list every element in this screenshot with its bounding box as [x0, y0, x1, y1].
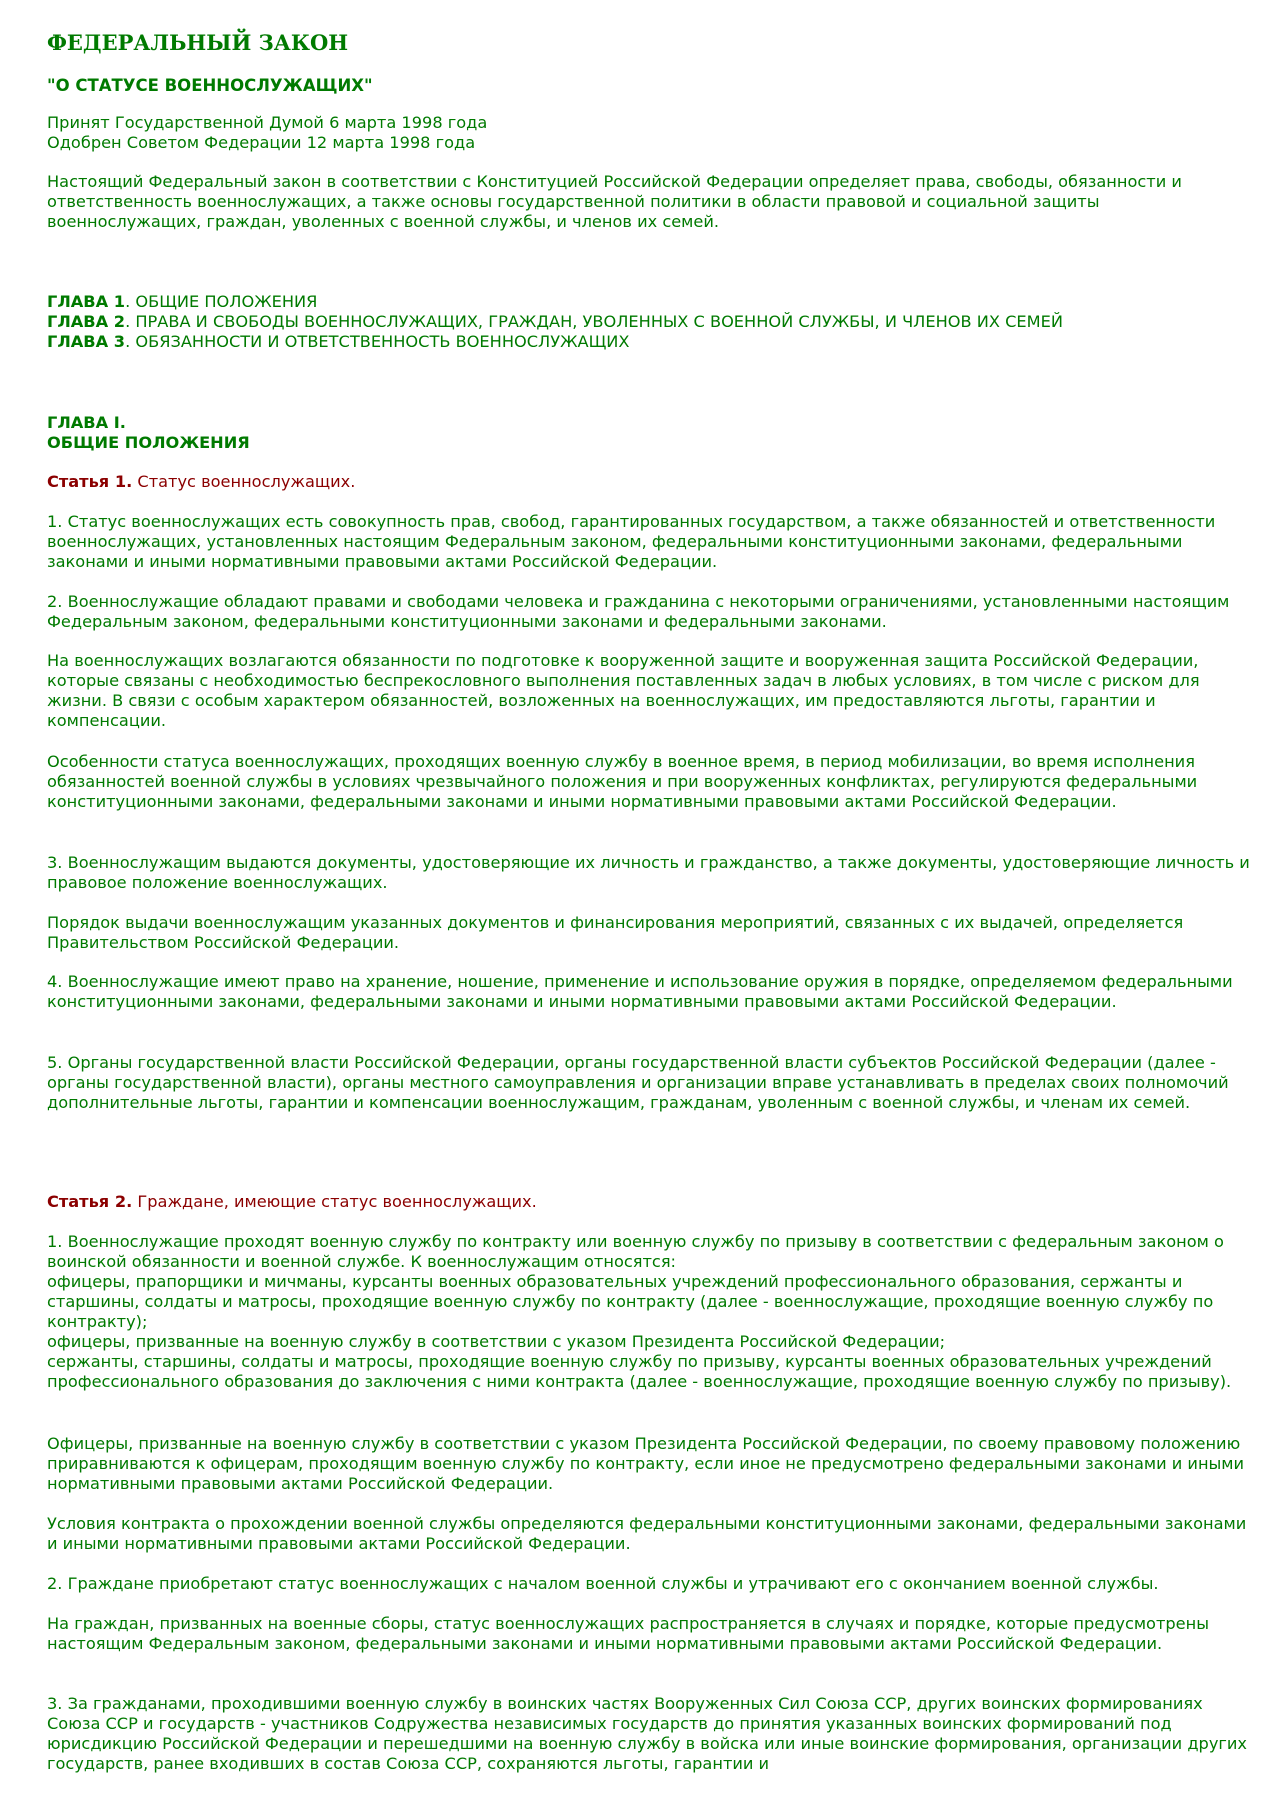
article-paragraph: 2. Граждане приобретают статус военнослужащих с началом военной службы и утрачивают его с окончанием военной службы.: [47, 1574, 1159, 1593]
article-paragraph: На военнослужащих возлагаются обязанности по подготовке к вооруженной защите и вооруженная защита Российской Федерации, которые связаны с необходимостью беспрекословного выполнения поставленных задач в любых условиях, в том числе с риском для жизни. В связи с особым характером обязанностей, возложенных на военнослужащих, им предоставляются льготы, гарантии и компенсации.: [47, 651, 1200, 730]
article-paragraph: На граждан, призванных на военные сборы, статус военнослужащих распространяется в случаях и порядке, которые предусмотрены настоящим Федеральным законом, федеральными законами и иными нормативными правовыми актами Российской Федерации.: [47, 1614, 1209, 1653]
article-paragraph: 3. Военнослужащим выдаются документы, удостоверяющие их личность и гражданство, а также документы, удостоверяющие личность и правовое положение военнослужащих.: [47, 853, 1250, 892]
document-title: ФЕДЕРАЛЬНЫЙ ЗАКОН: [47, 30, 349, 55]
article-title: Граждане, имеющие статус военнослужащих.: [132, 1192, 537, 1211]
chapter-heading: [47, 413, 1257, 453]
article-paragraph: Порядок выдачи военнослужащим указанных документов и финансирования мероприятий, связанных с их выдачей, определяется Правительством Российской Федерации.: [47, 913, 1184, 952]
article-paragraph: 4. Военнослужащие имеют право на хранение, ношение, применение и использование оружия в порядке, определяемом федеральными конституционными законами, федеральными законами и иными нормативными правовыми актами Российской Федерации.: [47, 972, 1233, 1011]
toc-label: ГЛАВА 2: [47, 312, 126, 331]
article-2-clause-1: [47, 1232, 1257, 1392]
clause-line: офицеры, призванные на военную службу в соответствии с указом Президента Российской Федерации;: [47, 1332, 946, 1351]
article-paragraph: 2. Военнослужащие обладают правами и свободами человека и гражданина с некоторыми ограничениями, установленными настоящим Федеральным законом, федеральными конституционными законами и федеральными законами.: [47, 592, 1230, 631]
article-paragraph: Офицеры, призванные на военную службу в соответствии с указом Президента Российской Федерации, по своему правовому положению приравниваются к офицерам, проходящим военную службу по контракту, если иное не предусмотрено федеральными законами и иными нормативными правовыми актами Российской Федерации.: [47, 1434, 1245, 1493]
toc-text: . ОБЩИЕ ПОЛОЖЕНИЯ: [125, 292, 318, 311]
clause-line: 1. Военнослужащие проходят военную службу по контракту или военную службу по призыву в соответствии с федеральным законом о воинской обязанности и военной службе. К военнослужащим относятся:: [47, 1232, 1224, 1271]
clause-line: сержанты, старшины, солдаты и матросы, проходящие военную службу по призыву, курсанты военных образовательных учреждений профессионального образования до заключения с ними контракта (далее - военнослужащие, проходящие военную службу по призыву).: [47, 1352, 1232, 1391]
adoption-info: [47, 113, 1257, 153]
clause-line: офицеры, прапорщики и мичманы, курсанты военных образовательных учреждений профессионального образования, сержанты и старшины, солдаты и матросы, проходящие военную службу по контракту (далее - военнослужащие, проходящие военную службу по контракту);: [47, 1272, 1214, 1331]
article-title: Статус военнослужащих.: [132, 472, 356, 491]
toc-item-chapter-3[interactable]: [47, 332, 1257, 352]
toc-text: . ПРАВА И СВОБОДЫ ВОЕННОСЛУЖАЩИХ, ГРАЖДАН, УВОЛЕННЫХ С ВОЕННОЙ СЛУЖБЫ, И ЧЛЕНОВ ИХ СЕМЕЙ: [125, 312, 1063, 331]
toc-text: . ОБЯЗАННОСТИ И ОТВЕТСТВЕННОСТЬ ВОЕННОСЛУЖАЩИХ: [125, 332, 630, 351]
table-of-contents: [47, 292, 1257, 352]
article-paragraph: 3. За гражданами, проходившими военную службу в воинских частях Вооруженных Сил Союза ССР, других воинских формированиях Союза ССР и государств - участников Содружества независимых государств до принятия указанных воинских формирований под юрисдикцию Российской Федерации и перешедшими на военную службу в войска или иные воинские формирования, организации других государств, ранее входивших в состав Союза ССР, сохраняются льготы, гарантии и: [47, 1694, 1248, 1773]
article-paragraph: 5. Органы государственной власти Российской Федерации, органы государственной власти субъектов Российской Федерации (далее - органы государственной власти), органы местного самоуправления и организации вправе устанавливать в пределах своих полномочий дополнительные льготы, гарантии и компенсации военнослужащим, гражданам, уволенным с военной службы, и членам их семей.: [47, 1053, 1229, 1112]
adoption-duma: Принят Государственной Думой 6 марта 1998 года: [47, 113, 488, 132]
toc-label: ГЛАВА 3: [47, 332, 126, 351]
toc-label: ГЛАВА 1: [47, 292, 126, 311]
article-1-heading: [47, 472, 1257, 492]
article-label: Статья 1.: [47, 472, 133, 491]
chapter-title: ОБЩИЕ ПОЛОЖЕНИЯ: [47, 433, 250, 452]
article-paragraph: Особенности статуса военнослужащих, проходящих военную службу в военное время, в период мобилизации, во время исполнения обязанностей военной службы в условиях чрезвычайного положения и при вооруженных конфликтах, регулируются федеральными конституционными законами, федеральными законами и иными нормативными правовыми актами Российской Федерации.: [47, 752, 1198, 811]
article-2-heading: [47, 1192, 1257, 1212]
chapter-number: ГЛАВА I.: [47, 413, 126, 432]
toc-item-chapter-1[interactable]: [47, 292, 1257, 312]
article-paragraph: Условия контракта о прохождении военной службы определяются федеральными конституционными законами, федеральными законами и иными нормативными правовыми актами Российской Федерации.: [47, 1514, 1247, 1553]
adoption-council: Одобрен Советом Федерации 12 марта 1998 года: [47, 133, 476, 152]
article-label: Статья 2.: [47, 1192, 133, 1211]
article-paragraph: 1. Статус военнослужащих есть совокупность прав, свобод, гарантированных государством, а также обязанностей и ответственности военнослужащих, установленных настоящим Федеральным законом, федеральными конституционными законами, федеральными законами и иными нормативными правовыми актами Российской Федерации.: [47, 512, 1216, 571]
preamble: Настоящий Федеральный закон в соответствии с Конституцией Российской Федерации определяет права, свободы, обязанности и ответственность военнослужащих, а также основы государственной политики в области правовой и социальной защиты военнослужащих, граждан, уволенных с военной службы, и членов их семей.: [47, 172, 1182, 231]
law-name: "О СТАТУСЕ ВОЕННОСЛУЖАЩИХ": [47, 76, 373, 95]
toc-item-chapter-2[interactable]: [47, 312, 1257, 332]
